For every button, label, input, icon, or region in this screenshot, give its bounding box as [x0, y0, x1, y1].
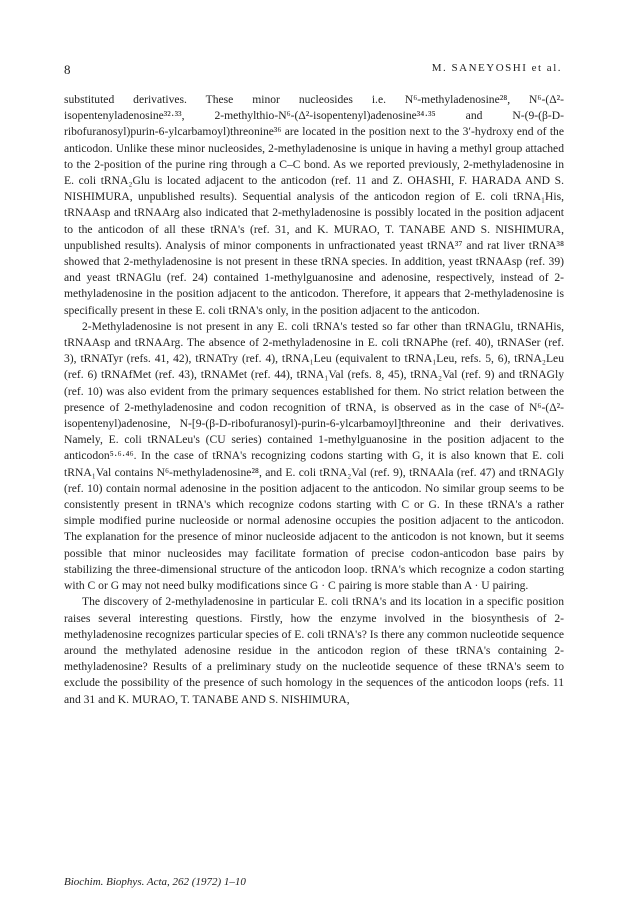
paragraph-1: substituted derivatives. These minor nucleosides i.e. N⁶-methyladenosine²⁸, N⁶-(Δ²-isopentenyladenosine³²·³³, 2-methylthio-N⁶-(Δ²-isopentenyl)adenosine³⁴·³⁵ and N-(9-(β-D-ribofuranosyl)purin-6-ylcarbamoyl)threonine³⁶ are located in the position next to the 3′-hydroxy end of the anticodon. Unlike these minor nucleosides, 2-methyladenosine is unique in having a methyl group attached to the 2-position of the purine ring through a C–C bond. As we reported previously, 2-methyladenosine in E. coli tRNA₂Glu is located adjacent to the anticodon (ref. 11 and Z. OHASHI, F. HARADA AND S. NISHIMURA, unpublished results). Sequential analysis of the anticodon region of E. coli tRNA₁His, tRNAAsp and tRNAArg also indicated that 2-methyladenosine is possibly located in the position adjacent to the anticodon of all these tRNA's (ref. 31, and K. MURAO, T. TANABE AND S. NISHIMURA, unpublished results). Analysis of minor components in unfractionated yeast tRNA³⁷ and rat liver tRNA³⁸ showed that 2-methyladenosine is not present in these tRNA species. In addition, yeast tRNAAsp (ref. 39) and yeast tRNAGlu (ref. 24) contained 1-methylguanosine and adenosine, respectively, instead of 2-methyladenosine in the position adjacent to the anticodon. Therefore, it appears that 2-methyladenosine is specifically present in these E. coli tRNA's only, in the position adjacent to the anticodon.: [64, 93, 564, 317]
paragraph-3: The discovery of 2-methyladenosine in particular E. coli tRNA's and its location in a specific position raises several interesting questions. Firstly, how the enzyme involved in the biosynthesis of 2-methyladenosine recognizes particular species of E. coli tRNA's? Is there any common nucleotide sequence around the methylated adenosine residue in the anticodon region of these tRNA's containing 2-methyladenosine? Results of a preliminary study on the nucleotide sequence of these tRNA's seem to exclude the possibility of the presence of such homology in the sequences of the anticodon loops (refs. 11 and 31 and K. MURAO, T. TANABE AND S. NISHIMURA,: [64, 595, 564, 706]
article-body: [64, 92, 564, 708]
journal-citation-footer: Biochim. Biophys. Acta, 262 (1972) 1–10: [64, 876, 246, 888]
running-head: M. SANEYOSHI et al.: [431, 62, 562, 74]
paragraph-2: 2-Methyladenosine is not present in any E. coli tRNA's tested so far other than tRNAGlu, tRNAHis, tRNAAsp and tRNAArg. The absence of 2-methyladenosine in E. coli tRNAPhe (ref. 40), tRNASer (ref. 3), tRNATyr (refs. 41, 42), tRNATry (ref. 4), tRNA₁Leu (equivalent to tRNA₁Leu, refs. 5, 6), tRNA₂Leu (ref. 6) tRNAfMet (ref. 43), tRNAMet (ref. 44), tRNA₁Val (refs. 8, 45), tRNA₂Val (ref. 9) and tRNAGly (ref. 10) was also evident from the primary sequences established for them. No strict relation between the presence of 2-methyladenosine and codon recognition of tRNA, is observed as in the case of N⁶-(Δ²-isopentenyl)adenosine, N-[9-(β-D-ribofuranosyl)-purin-6-ylcarbamoyl]threonine and their derivatives. Namely, E. coli tRNALeu's (CU series) contained 1-methylguanosine in the position adjacent to the anticodon⁵·⁶·⁴⁶. In the case of tRNA's recognizing codons starting with G, it is also known that E. coli tRNA₁Val contains N⁶-methyladenosine²⁸, and E. coli tRNA₂Val (ref. 9), tRNAAla (ref. 47) and tRNAGly (ref. 10) contain normal adenosine in the position adjacent to the anticodon. No similar group seems to be consistently present in tRNA's which recognize codons starting with C or G. In these tRNA's a rather simple modified purine nucleoside or normal adenosine occupies the position adjacent to the anticodon. The explanation for the presence of minor nucleoside adjacent to the anticodon is not known, but it seems possible that minor nucleosides may facilitate formation of precise codon-anticodon base pairs by stabilizing the three-dimensional structure of the anticodon loop. tRNA's which recognize a codon starting with C or G may not need bulky modifications since G · C pairing is more stable than A · U pairing.: [64, 319, 564, 593]
page-number: 8: [64, 62, 71, 77]
